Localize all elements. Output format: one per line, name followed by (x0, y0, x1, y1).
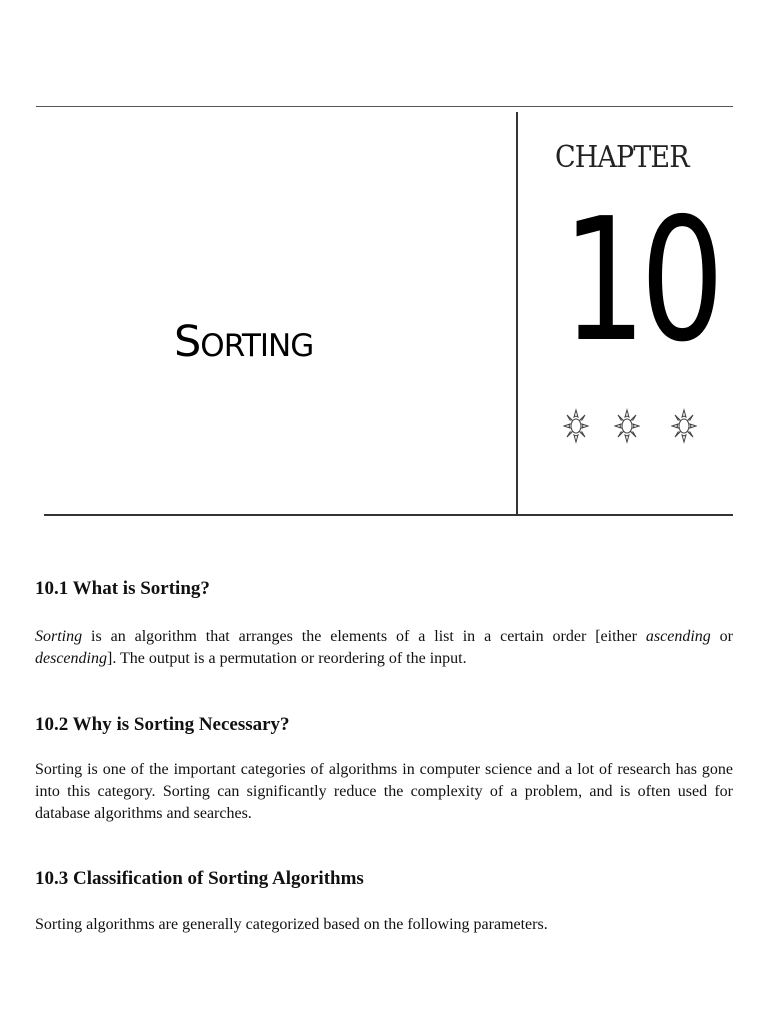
sun-ornament-icon (671, 408, 697, 444)
top-rule (36, 106, 733, 107)
paragraph-text: is an algorithm that arranges the elements of a list in a certain order [either (82, 628, 646, 645)
term-descending: descending (35, 650, 107, 667)
section-heading: 10.3 Classification of Sorting Algorithms (35, 868, 364, 889)
sun-ornament-icon (614, 408, 640, 444)
paragraph-text: ]. The output is a permutation or reordering of the input. (106, 650, 467, 667)
chapter-title-rest: orting (200, 316, 314, 367)
term-ascending: ascending (645, 628, 711, 645)
section-paragraph: Sorting algorithms are generally categorized based on the following parameters. (35, 916, 548, 933)
ornament-row (560, 408, 700, 448)
paragraph-text: or (710, 628, 734, 645)
chapter-title-initial: s (174, 301, 201, 371)
header-divider (516, 112, 518, 515)
section-paragraph: Sorting is one of the important categories of algorithms in computer science and a lot of research has gone into this category. Sorting can significantly reduce the complexity of a problem, and is often used for database algorithms and searches. (35, 761, 733, 822)
sun-ornament-icon (563, 408, 589, 444)
chapter-title (174, 301, 314, 371)
term-sorting: Sorting (35, 628, 83, 645)
bottom-rule (44, 514, 733, 516)
section-paragraph (35, 626, 733, 670)
section-heading: 10.2 Why is Sorting Necessary? (35, 714, 290, 735)
section-heading: 10.1 What is Sorting? (35, 578, 210, 599)
chapter-label: CHAPTER (555, 140, 689, 175)
chapter-number: 10 (562, 182, 719, 380)
